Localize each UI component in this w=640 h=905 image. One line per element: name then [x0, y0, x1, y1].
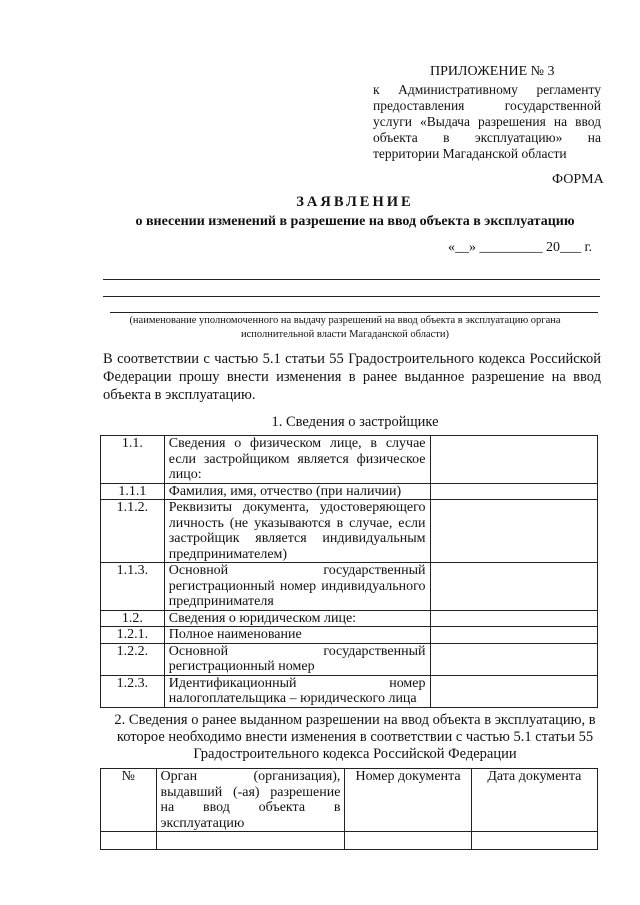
authority-line-3 — [110, 312, 598, 313]
table-row — [101, 643, 598, 675]
table-row — [101, 832, 598, 850]
document-subtitle: о внесении изменений в разрешение на ввод объекта в эксплуатацию — [135, 214, 575, 229]
row-label: Сведения о юридическом лице: — [164, 610, 430, 627]
row-value-field[interactable] — [430, 643, 597, 675]
table-row — [101, 436, 598, 484]
row-value-field[interactable] — [430, 563, 597, 611]
authority-line-2 — [103, 296, 600, 297]
date-line: «__» _________ 20___ г. — [448, 240, 593, 255]
row-value-field[interactable] — [430, 627, 597, 644]
table-row — [101, 500, 598, 563]
appendix-text: к Административному регламенту предоставления государственной услуги «Выдача разрешения на ввод объекта в эксплуатацию» на территории Магаданской области — [373, 82, 601, 161]
applicant-table — [100, 435, 598, 708]
row-value-field[interactable] — [430, 500, 597, 563]
authority-line-1 — [103, 279, 600, 280]
row-number: 1.1.1 — [101, 483, 165, 500]
row-number: 1.2.2. — [101, 643, 165, 675]
cell-authority-field[interactable] — [156, 832, 345, 850]
section1-title: 1. Сведения о застройщике — [271, 414, 439, 430]
column-header-doc-number: Номер документа — [345, 769, 471, 832]
row-number: 1.1. — [101, 436, 165, 484]
authority-caption: (наименование уполномоченного на выдачу разрешений на ввод объекта в эксплуатацию органа исполнительной власти Магаданской области) — [129, 315, 561, 340]
row-label: Фамилия, имя, отчество (при наличии) — [164, 483, 430, 500]
cell-doc-number-field[interactable] — [345, 832, 471, 850]
row-label: Основной государственный регистрационный номер индивидуального предпринимателя — [164, 563, 430, 611]
intro-paragraph: В соответствии с частью 5.1 статьи 55 Градостроительного кодекса Российской Федерации прошу внести изменения в ранее выданное разрешение на ввод объекта в эксплуатацию. — [103, 351, 601, 403]
table-row — [101, 483, 598, 500]
table-header-row — [101, 769, 598, 832]
row-value-field[interactable] — [430, 610, 597, 627]
appendix-title: ПРИЛОЖЕНИЕ № 3 — [430, 64, 555, 79]
row-value-field[interactable] — [430, 436, 597, 484]
row-label: Основной государственный регистрационный номер — [164, 643, 430, 675]
row-label: Реквизиты документа, удостоверяющего личность (не указываются в случае, если застройщик является индивидуальным предпринимателем) — [164, 500, 430, 563]
row-number: 1.1.2. — [101, 500, 165, 563]
cell-number-field[interactable] — [101, 832, 157, 850]
row-value-field[interactable] — [430, 483, 597, 500]
column-header-authority: Орган (организация), выдавший (-ая) разрешение на ввод объекта в эксплуатацию — [156, 769, 345, 832]
row-label: Полное наименование — [164, 627, 430, 644]
table-row — [101, 675, 598, 707]
cell-doc-date-field[interactable] — [471, 832, 597, 850]
row-value-field[interactable] — [430, 675, 597, 707]
row-number: 1.2.1. — [101, 627, 165, 644]
form-label: ФОРМА — [552, 172, 604, 187]
column-header-number: № — [101, 769, 157, 832]
table-row — [101, 563, 598, 611]
table-row — [101, 627, 598, 644]
section2-title: 2. Сведения о ранее выданном разрешении на ввод объекта в эксплуатацию, в которое необходимо внести изменения в соответствии с частью 5.1 статьи 55 Градостроительного кодекса Российской Федерации — [114, 712, 596, 762]
row-number: 1.1.3. — [101, 563, 165, 611]
row-number: 1.2. — [101, 610, 165, 627]
document-title: ЗАЯВЛЕНИЕ — [296, 194, 414, 210]
row-label: Сведения о физическом лице, в случае если застройщиком является физическое лицо: — [164, 436, 430, 484]
row-label: Идентификационный номер налогоплательщика – юридического лица — [164, 675, 430, 707]
permit-table — [100, 768, 598, 850]
table-row — [101, 610, 598, 627]
row-number: 1.2.3. — [101, 675, 165, 707]
column-header-doc-date: Дата документа — [471, 769, 597, 832]
